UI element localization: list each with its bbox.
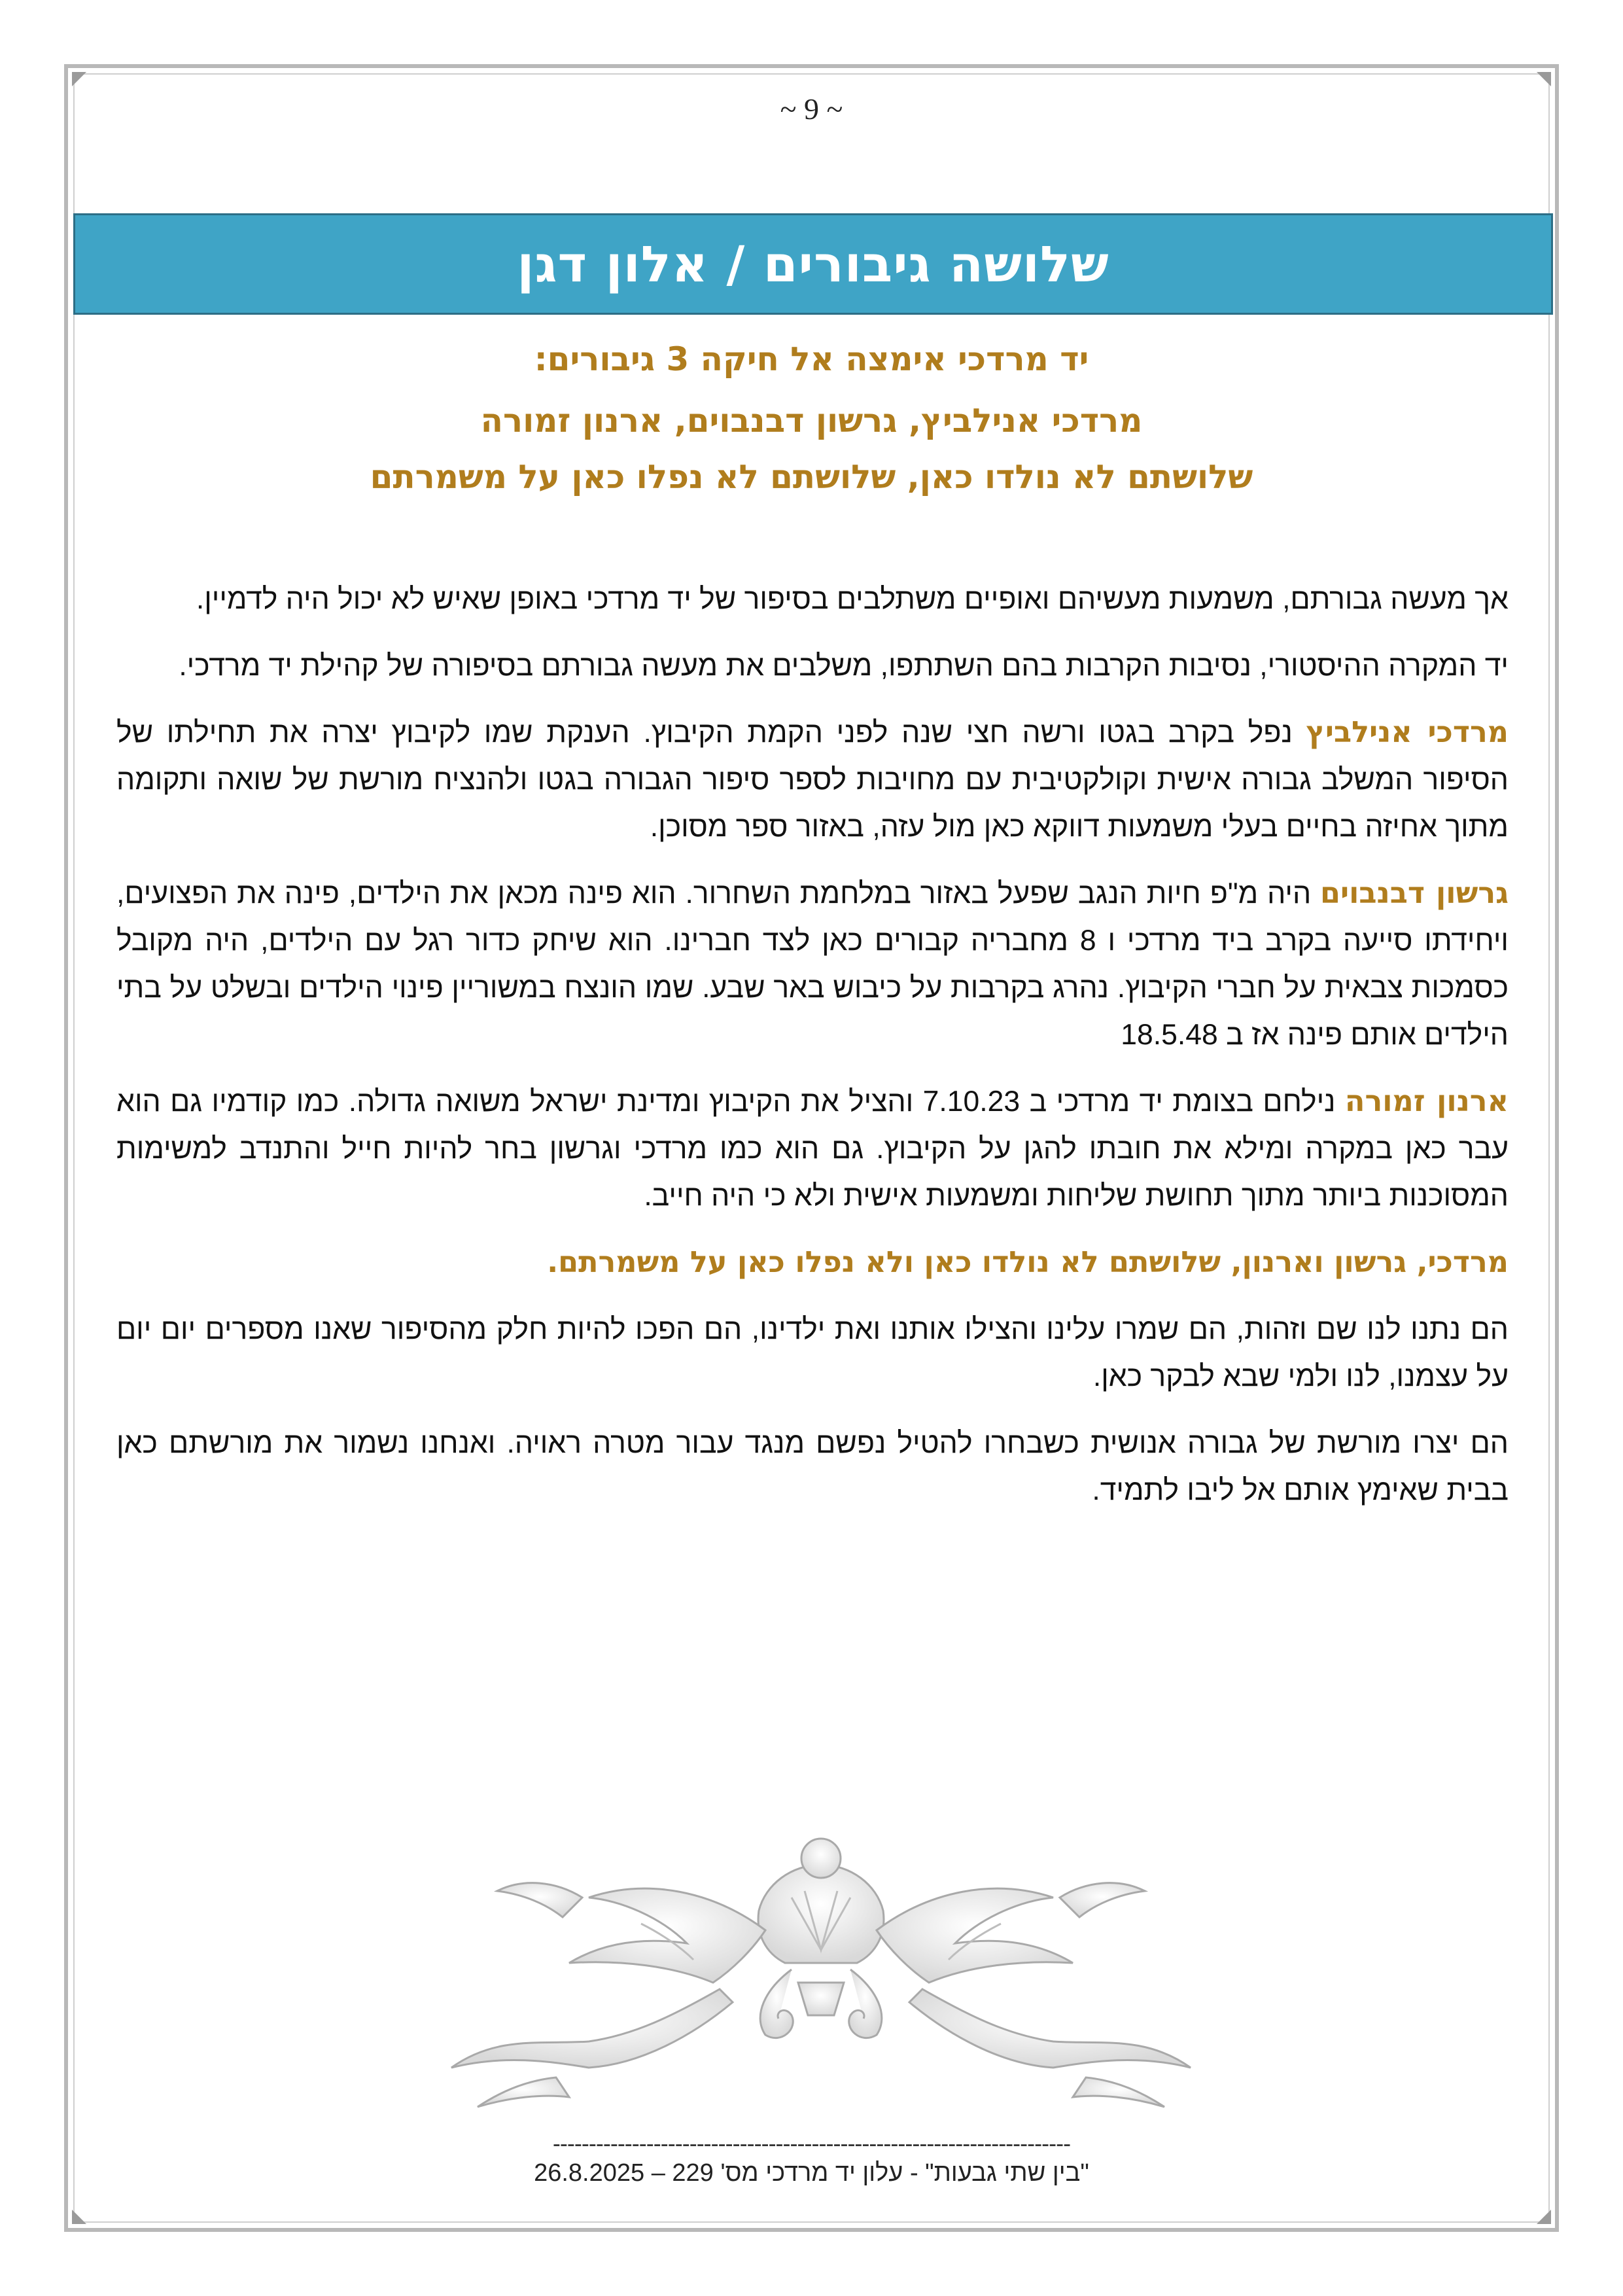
closing-statement: מרדכי, גרשון וארנון, שלושתם לא נולדו כאן ולא נפלו כאן על משמרתם. (547, 1246, 1509, 1279)
paragraph-zmora (116, 1078, 1509, 1220)
title-banner (73, 213, 1553, 315)
paragraph-anielewicz (116, 709, 1509, 851)
hero-name-gershon: גרשון דבנבוים (1320, 877, 1509, 910)
frame-corner-top-right (1537, 72, 1551, 86)
subtitle-line-2: מרדכי אנילביץ, גרשון דבנבוים, ארנון זמורה (480, 402, 1143, 440)
frame-corner-bottom-right (1537, 2210, 1551, 2224)
paragraph-anielewicz-text: נפל בקרב בגטו ורשה חצי שנה לפני הקמת הקיבוץ. הענקת שמו לקיבוץ יצרה את תחילתו של הסיפור המשלב גבורה אישית וקולקטיבית עם מחויבות לספר סיפור הגבורה בגטו ולהנציח מורשת של שואה ותקומה מתוך אחיזה בחיים בעלי משמעות דווקא כאן מול עזה, באזור ספר מסוכן. (116, 716, 1509, 843)
hero-name-mordechai: מרדכי אנילביץ (1306, 716, 1509, 749)
subtitle-line-3: שלושתם לא נולדו כאן, שלושתם לא נפלו כאן על משמרתם (370, 458, 1253, 496)
article-title: שלושה גיבורים / אלון דגן (517, 235, 1109, 293)
footer-rule: ------------------------------------------------------------------------ (552, 2130, 1071, 2157)
page-number: ~ 9 ~ (780, 92, 843, 126)
frame-corner-bottom-left (72, 2210, 86, 2224)
baroque-ornament-image (425, 1819, 1217, 2113)
paragraph-heritage: הם יצרו מורשת של גבורה אנושית כשבחרו להטיל נפשם מנגד עבור מטרה ראויה. ואנחנו נשמור את מורשתם כאן בבית שאימץ אותם אל ליבו לתמיד. (116, 1427, 1509, 1506)
paragraph-legacy: הם נתנו לנו שם וזהות, הם שמרו עלינו והצילו אותנו ואת ילדינו, הם הפכו להיות חלק מהסיפור שאנו מספרים יום יום על עצמנו, לנו ולמי שבא לבקר כאן. (116, 1313, 1509, 1392)
frame-corner-top-left (72, 72, 86, 86)
footer-publication-info: "בין שתי גבעות" - עלון יד מרדכי מס' 229 – 26.8.2025 (534, 2159, 1089, 2187)
paragraph-zmora-text: נילחם בצומת יד מרדכי ב 7.10.23 והציל את הקיבוץ ומדינת ישראל משואה גדולה. כמו קודמיו גם הוא עבר כאן במקרה ומילא את חובתו להגן על הקיבוץ. גם הוא כמו מרדכי וגרשון בחר להיות חייל והתנדב למשימות המסוכנות ביותר מתוך תחושת שליחות ומשמעות אישית ולא כי היה חייב. (116, 1086, 1509, 1212)
paragraph-davenbaum-text: היה מ"פ חיות הנגב שפעל באזור במלחמת השחרור. הוא פינה מכאן את הילדים, פינה את הפצועים, ויחידתו סייעה בקרב ביד מרדכי ו 8 מחבריה קבורים כאן לצד חברינו. הוא שיחק כדור רגל עם הילדים, היה מקובל כסמכות צבאית על חברי הקיבוץ. נהרג בקרבות על כיבוש באר שבע. שמו הונצח במשוריין פינוי הילדים ובשלט על בתי הילדים אותם פינה אז ב 18.5.48 (116, 877, 1509, 1051)
hero-name-arnon: ארנון זמורה (1344, 1085, 1509, 1118)
paragraph-history: יד המקרה ההיסטורי, נסיבות הקרבות בהם השתתפו, משלבים את מעשה גבורתם בסיפורה של קהילת יד מרדכי. (179, 650, 1509, 682)
article-body (116, 576, 1509, 1534)
paragraph-intro: אך מעשה גבורתם, משמעות מעשיהם ואופיים משתלבים בסיפור של יד מרדכי באופן שאיש לא יכול היה לדמיין. (196, 583, 1509, 615)
paragraph-davenbaum (116, 870, 1509, 1059)
subtitle-line-1: יד מרדכי אימצה אל חיקה 3 גיבורים: (534, 340, 1089, 378)
